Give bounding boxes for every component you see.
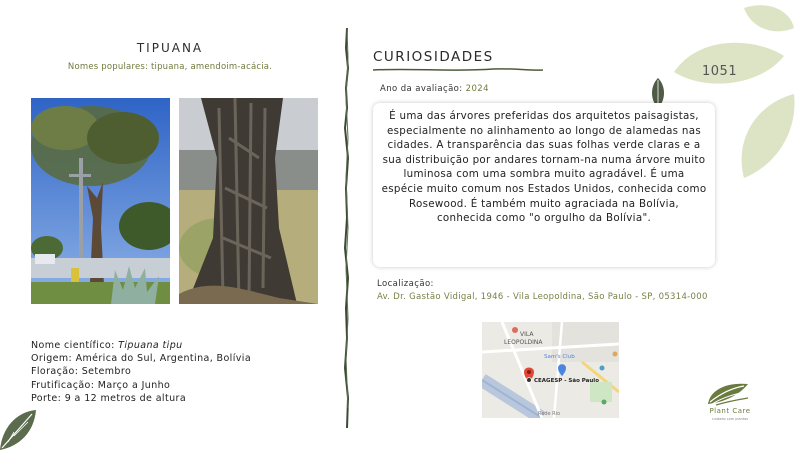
brand-name: Plant Care xyxy=(709,407,751,415)
location-address[interactable]: Av. Dr. Gastão Vidigal, 1946 - Vila Leopoldina, São Paulo - SP, 05314-000 xyxy=(377,292,708,302)
fact-fruiting: Frutificação: Março a Junho xyxy=(31,379,171,391)
location-map[interactable] xyxy=(482,322,619,418)
fact-flowering: Floração: Setembro xyxy=(31,366,132,378)
evaluation-year-value: 2024 xyxy=(465,84,489,94)
fact-scientific-name: Nome científico: Tipuana tipu xyxy=(31,340,183,351)
plant-care-logo-icon xyxy=(700,380,760,406)
title-underline xyxy=(373,67,543,73)
tree-number: 1051 xyxy=(702,64,738,79)
map-district-line1: VILA xyxy=(520,331,534,338)
evaluation-year: Ano da avaliação: 2024 xyxy=(380,84,489,94)
column-divider xyxy=(340,28,354,428)
brand-tagline: cuidado com plantas xyxy=(711,417,749,421)
plant-care-logo xyxy=(700,380,760,422)
map-place-road: Rede Rio xyxy=(538,411,561,417)
tree-photo-trunk xyxy=(179,98,318,304)
fact-origin: Origem: América do Sul, Argentina, Bolívia xyxy=(31,353,252,365)
leaf-icon xyxy=(0,402,40,450)
map-place-ceagesp: CEAGESP - São Paulo xyxy=(534,378,599,384)
fact-size: Porte: 9 a 12 metros de altura xyxy=(31,392,187,404)
tree-name-title: TIPUANA xyxy=(136,41,204,55)
plant-facts xyxy=(31,339,251,405)
scientific-name-value: Tipuana tipu xyxy=(118,340,183,351)
location-label: Localização: xyxy=(377,279,434,289)
curiosities-title: CURIOSIDADES xyxy=(373,49,494,65)
curiosities-text-box: É uma das árvores preferidas dos arquitetos paisagistas, especialmente no alinhamento ao longo de alamedas nas cidades. A transparência das suas folhas verde claras e a sua distribuição por andares tornam-na numa árvore muito luminosa com uma sombra muito agradável. É uma espécie muito comum nos Estados Unidos, conhecida como Rosewood. É também muito agraciada na Bolívia, conhecida como "o orgulho da Bolívia". xyxy=(373,103,715,267)
map-place-sams-club: Sam's Club xyxy=(544,354,575,360)
popular-names: Nomes populares: tipuana, amendoim-acácia. xyxy=(67,62,273,72)
tree-photo-canopy xyxy=(31,98,170,304)
map-district-line2: LEOPOLDINA xyxy=(504,339,543,346)
